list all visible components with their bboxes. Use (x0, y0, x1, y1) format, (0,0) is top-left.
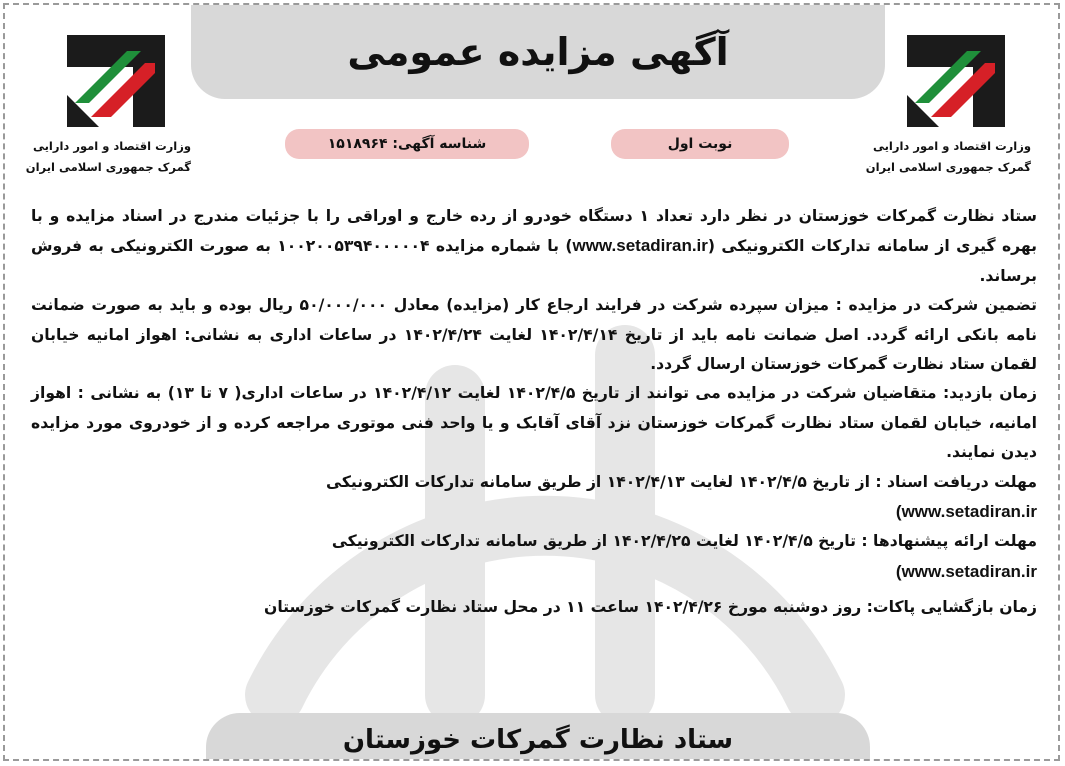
customs-logo-left (25, 29, 191, 175)
footer-banner (206, 713, 870, 761)
website-link[interactable]: (www.setadiran.ir (895, 561, 1037, 581)
notice-body (31, 202, 1037, 623)
header-banner (191, 5, 885, 99)
customs-emblem-icon (901, 29, 1011, 133)
paragraph-intro (31, 202, 1037, 291)
paragraph-opening: زمان بازگشایی پاکات: روز دوشنبه مورخ ۱۴۰۲/۴/۲۶ ساعت ۱۱ در محل ستاد نظارت گمرکات خوزستان (264, 598, 1037, 617)
footer-title: ستاد نظارت گمرکات خوزستان (342, 725, 734, 755)
notice-frame (3, 3, 1060, 761)
docs-website-line (31, 497, 1037, 527)
paragraph-docs-deadline: مهلت دریافت اسناد : از تاریخ ۱۴۰۲/۴/۵ لغایت ۱۴۰۲/۴/۱۳ از طریق سامانه تدارکات الکترونیکی (326, 472, 1037, 491)
customs-emblem-icon (61, 29, 171, 133)
customs-logo-right (865, 29, 1031, 175)
website-link[interactable]: (www.setadiran.ir (895, 502, 1037, 522)
intro-text-b: ) با شماره مزایده ۱۰۰۲۰۰۵۳۹۴۰۰۰۰۰۴ به صورت الکترونیکی به فروش برساند. (31, 237, 1037, 285)
announcement-id-badge: شناسه آگهی: ۱۵۱۸۹۶۴ (285, 129, 529, 159)
page-title: آگهی مزایده عمومی (347, 30, 729, 74)
bids-website-line (31, 557, 1037, 587)
ministry-name: وزارت اقتصاد و امور دارایی (32, 139, 191, 153)
website-link[interactable]: www.setadiran.ir (572, 236, 708, 256)
paragraph-bids-deadline: مهلت ارائه پیشنهادها : تاریخ ۱۴۰۲/۴/۵ لغایت ۱۴۰۲/۴/۲۵ از طریق سامانه تدارکات الکترونیکی (331, 532, 1037, 551)
paragraph-visit: زمان بازدید: متقاضیان شرکت در مزایده می توانند از تاریخ ۱۴۰۲/۴/۵ لغایت ۱۴۰۲/۴/۱۲ در ساعات اداری( ۷ تا ۱۳) به نشانی : اهواز امانیه، خیابان لقمان ستاد نظارت گمرکات خوزستان نزد آقای آقابک و یا واحد فنی موتوری مراجعه کرده و از خودروی مورد مزایده دیدن نمایند. (31, 384, 1038, 462)
round-badge: نوبت اول (611, 129, 789, 159)
ministry-name: وزارت اقتصاد و امور دارایی (872, 139, 1031, 153)
intro-text-a: ستاد نظارت گمرکات خوزستان در نظر دارد تعداد ۱ دستگاه خودرو از رده خارج و اوراقی را با جزئیات مندرج در اسناد مزایده و با بهره گیری از سامانه تدارکات الکترونیکی ( (31, 207, 1037, 256)
customs-name: گمرک جمهوری اسلامی ایران (25, 160, 191, 174)
customs-name: گمرک جمهوری اسلامی ایران (865, 160, 1031, 174)
paragraph-guarantee: تضمین شرکت در مزایده : میزان سپرده شرکت در فرایند ارجاع کار (مزایده) معادل ۵۰/۰۰۰/۰۰۰ ریال بوده و باید به صورت ضمانت نامه بانکی ارائه گردد. اصل ضمانت نامه باید از تاریخ ۱۴۰۲/۴/۱۴ لغایت ۱۴۰۲/۴/۲۴ در ساعات اداری به نشانی: اهواز امانیه خیابان لقمان ستاد نظارت گمرکات خوزستان ارسال گردد. (31, 296, 1038, 374)
